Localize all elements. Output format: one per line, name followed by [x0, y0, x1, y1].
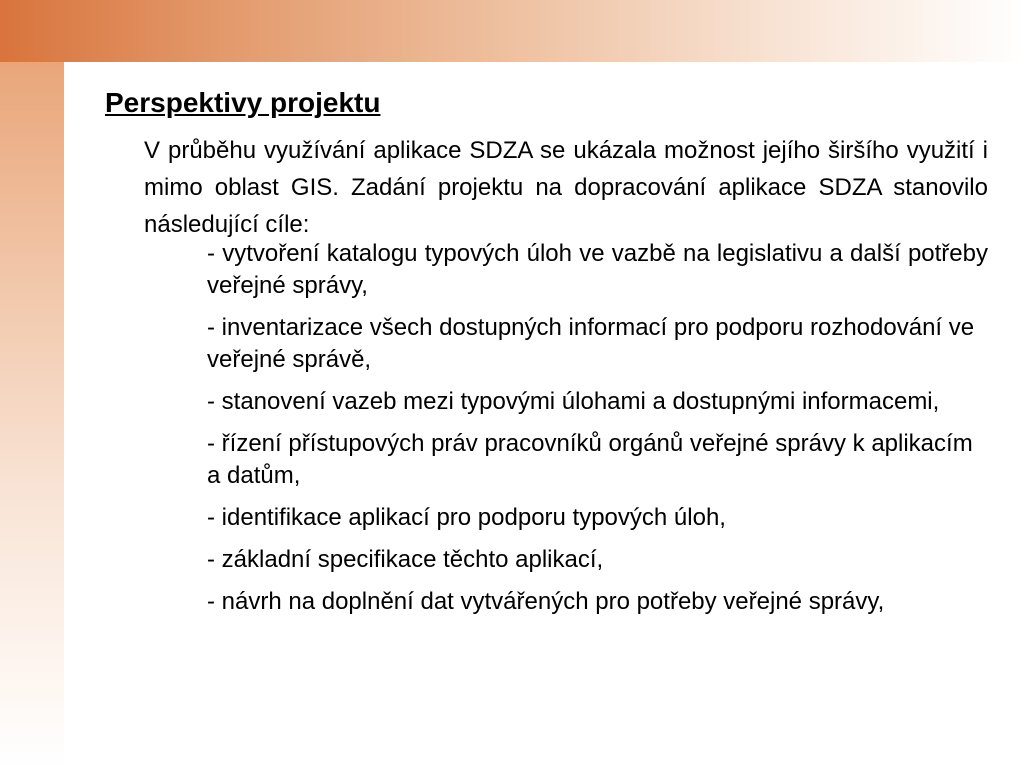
goal-item: - návrh na doplnění dat vytvářených pro potřeby veřejné správy, — [207, 588, 885, 615]
left-decor-bar — [0, 62, 64, 768]
goal-item: - inventarizace všech dostupných informací pro podporu rozhodování ve veřejné správě, — [207, 314, 975, 373]
top-decor-bar — [0, 0, 1024, 62]
slide-content — [64, 62, 1024, 768]
goal-item: - řízení přístupových práv pracovníků orgánů veřejné správy k aplikacím a datům, — [207, 430, 973, 489]
intro-paragraph: V průběhu využívání aplikace SDZA se ukázala možnost jejího širšího využití i mimo oblast GIS. Zadání projektu na dopracování aplikace SDZA stanovilo následující cíle: — [144, 137, 988, 238]
slide-title: Perspektivy projektu — [105, 87, 381, 118]
goal-item: - identifikace aplikací pro podporu typových úloh, — [207, 504, 726, 531]
goal-item: - stanovení vazeb mezi typovými úlohami a dostupnými informacemi, — [207, 388, 940, 415]
goal-item: - vytvoření katalogu typových úloh ve vazbě na legislativu a další potřeby veřejné správy, — [207, 240, 988, 299]
goal-item: - základní specifikace těchto aplikací, — [207, 546, 604, 573]
goals-list — [207, 238, 988, 628]
